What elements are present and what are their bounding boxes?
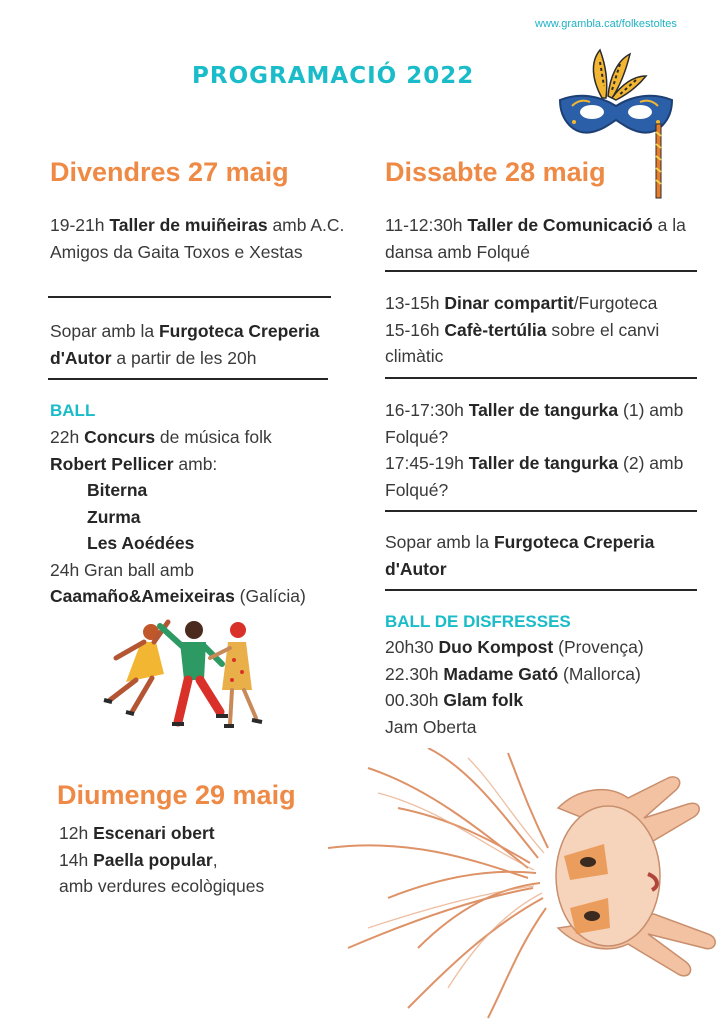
friday-ball-label: BALL — [50, 401, 96, 420]
event-title: Taller de tangurka — [468, 400, 619, 420]
event-title: Paella popular — [93, 849, 213, 870]
list-item — [385, 661, 705, 688]
event-detail: amb: — [173, 453, 218, 474]
friday-block-1 — [50, 212, 350, 265]
event-detail: (Galícia) — [234, 586, 306, 606]
friday-heading: Divendres 27 maig — [50, 157, 289, 187]
event-title: Duo Kompost — [438, 637, 554, 657]
event-title: Furgoteca Creperia d'Autor — [385, 532, 655, 579]
band-name: Biterna — [87, 480, 148, 500]
saturday-ball-label: BALL DE DISFRESSES — [385, 612, 571, 631]
list-item — [385, 397, 705, 450]
list-item — [50, 451, 360, 478]
event-detail: de música folk — [155, 427, 272, 447]
event-title: Cafè-tertúlia — [444, 319, 547, 340]
event-detail: amb A.C. Amigos da Gaita Toxos e Xestas — [50, 215, 345, 262]
event-title: Concurs — [84, 427, 156, 447]
time: 11-12:30h — [385, 215, 468, 235]
event-title: Dinar compartit — [444, 293, 574, 313]
event-detail: (1) amb Folqué? — [385, 400, 684, 447]
divider — [385, 270, 697, 272]
event-title: Caamaño&Ameixeiras — [50, 586, 235, 606]
event-prefix: Sopar amb la — [385, 532, 494, 552]
event-prefix: Sopar amb la — [50, 321, 159, 341]
list-item — [385, 634, 705, 661]
event-detail: sobre el canvi climàtic — [385, 319, 660, 366]
event-title: Robert Pellicer — [50, 453, 174, 474]
dancers-illustration — [96, 612, 266, 737]
event-title: Glam folk — [443, 690, 524, 710]
list-item — [385, 450, 705, 503]
event-detail: a la dansa amb Folqué — [385, 215, 686, 262]
friday-block-2 — [50, 318, 360, 371]
list-item — [385, 687, 705, 714]
saturday-block-1 — [385, 212, 705, 265]
saturday-block-3 — [385, 397, 705, 503]
list-item — [50, 583, 360, 610]
event-title: Escenari obert — [93, 823, 215, 843]
saturday-heading: Dissabte 28 maig — [385, 157, 606, 187]
divider — [385, 589, 697, 591]
time: 22.30h — [385, 663, 444, 684]
event-title: Taller de tangurka — [468, 453, 619, 473]
event-title: Madame Gató — [443, 663, 559, 684]
event-title: Taller de Comunicació — [467, 215, 653, 235]
event-detail: (Provença) — [553, 637, 644, 657]
woman-face-illustration — [308, 748, 724, 1024]
event-detail: a partir de les 20h — [111, 347, 257, 368]
event-title: Furgoteca Creperia d'Autor — [50, 321, 320, 368]
time: 00.30h — [385, 690, 444, 710]
time: 12h — [59, 823, 94, 843]
time: 17:45-19h — [385, 453, 469, 473]
saturday-block-4 — [385, 529, 705, 582]
band-name: Les Aoédées — [87, 533, 195, 553]
event-detail: (2) amb Folqué? — [385, 453, 684, 500]
time: 15-16h — [385, 319, 445, 340]
event-title: Taller de muiñeiras — [109, 215, 268, 235]
saturday-block-2 — [385, 290, 705, 370]
list-item: amb verdures ecològiques — [59, 876, 265, 896]
divider — [385, 377, 697, 379]
list-item — [385, 317, 705, 370]
time: 19-21h — [50, 215, 110, 235]
divider — [48, 378, 328, 380]
time: 22h — [50, 427, 85, 447]
time: 14h — [59, 849, 94, 870]
event-detail: , — [212, 849, 218, 870]
page-title: PROGRAMACIÓ 2022 — [192, 63, 475, 89]
list-item: 24h Gran ball amb — [50, 559, 194, 580]
saturday-ball-block — [385, 634, 705, 740]
divider — [48, 296, 331, 298]
website-url[interactable]: www.grambla.cat/folkestoltes — [535, 18, 677, 30]
event-detail: (Mallorca) — [558, 663, 641, 684]
list-item — [50, 424, 360, 451]
sunday-heading: Diumenge 29 maig — [57, 780, 296, 810]
list-item: Jam Oberta — [385, 716, 477, 737]
time: 16-17:30h — [385, 400, 469, 420]
time: 20h30 — [385, 637, 439, 657]
event-detail: /Furgoteca — [573, 293, 658, 313]
friday-ball-block — [50, 424, 360, 610]
divider — [385, 510, 697, 512]
list-item — [385, 290, 705, 317]
band-name: Zurma — [87, 506, 141, 527]
time: 13-15h — [385, 293, 445, 313]
